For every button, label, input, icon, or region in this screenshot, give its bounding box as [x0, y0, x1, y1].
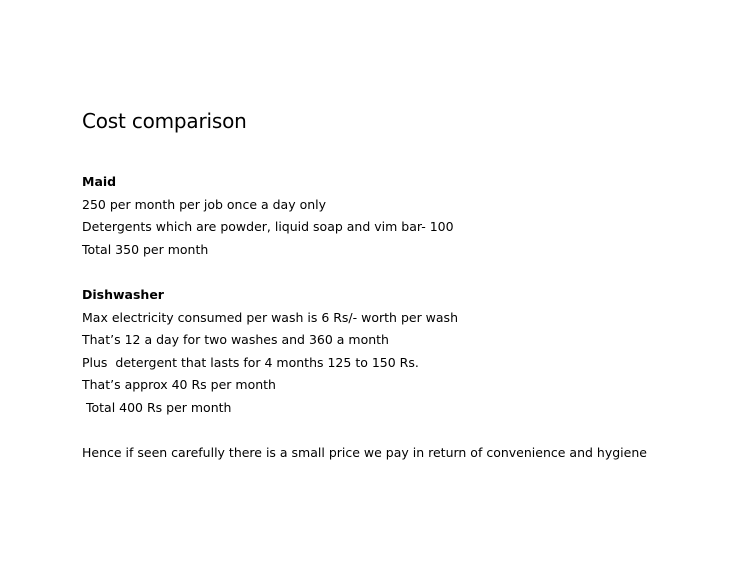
dishwasher-heading: Dishwasher [82, 286, 164, 302]
dishwasher-line-5: Total 400 Rs per month [82, 399, 232, 415]
dishwasher-line-4: That’s approx 40 Rs per month [82, 377, 276, 393]
section-spacer [82, 261, 722, 284]
dishwasher-line-2: That’s 12 a day for two washes and 360 a month [82, 332, 389, 348]
section-spacer [82, 420, 722, 443]
conclusion-text: Hence if seen carefully there is a small price we pay in return of convenience and hygiene [82, 445, 647, 461]
slide-title: Cost comparison [82, 109, 247, 133]
dishwasher-line-1: Max electricity consumed per wash is 6 Rs/- worth per wash [82, 309, 458, 325]
maid-line-2: Detergents which are powder, liquid soap and vim bar- 100 [82, 219, 454, 235]
slide-body [82, 171, 722, 465]
dishwasher-line-3: Plus detergent that lasts for 4 months 125 to 150 Rs. [82, 354, 419, 370]
maid-line-1: 250 per month per job once a day only [82, 196, 327, 212]
maid-line-3: Total 350 per month [82, 241, 209, 257]
maid-heading: Maid [82, 174, 117, 189]
